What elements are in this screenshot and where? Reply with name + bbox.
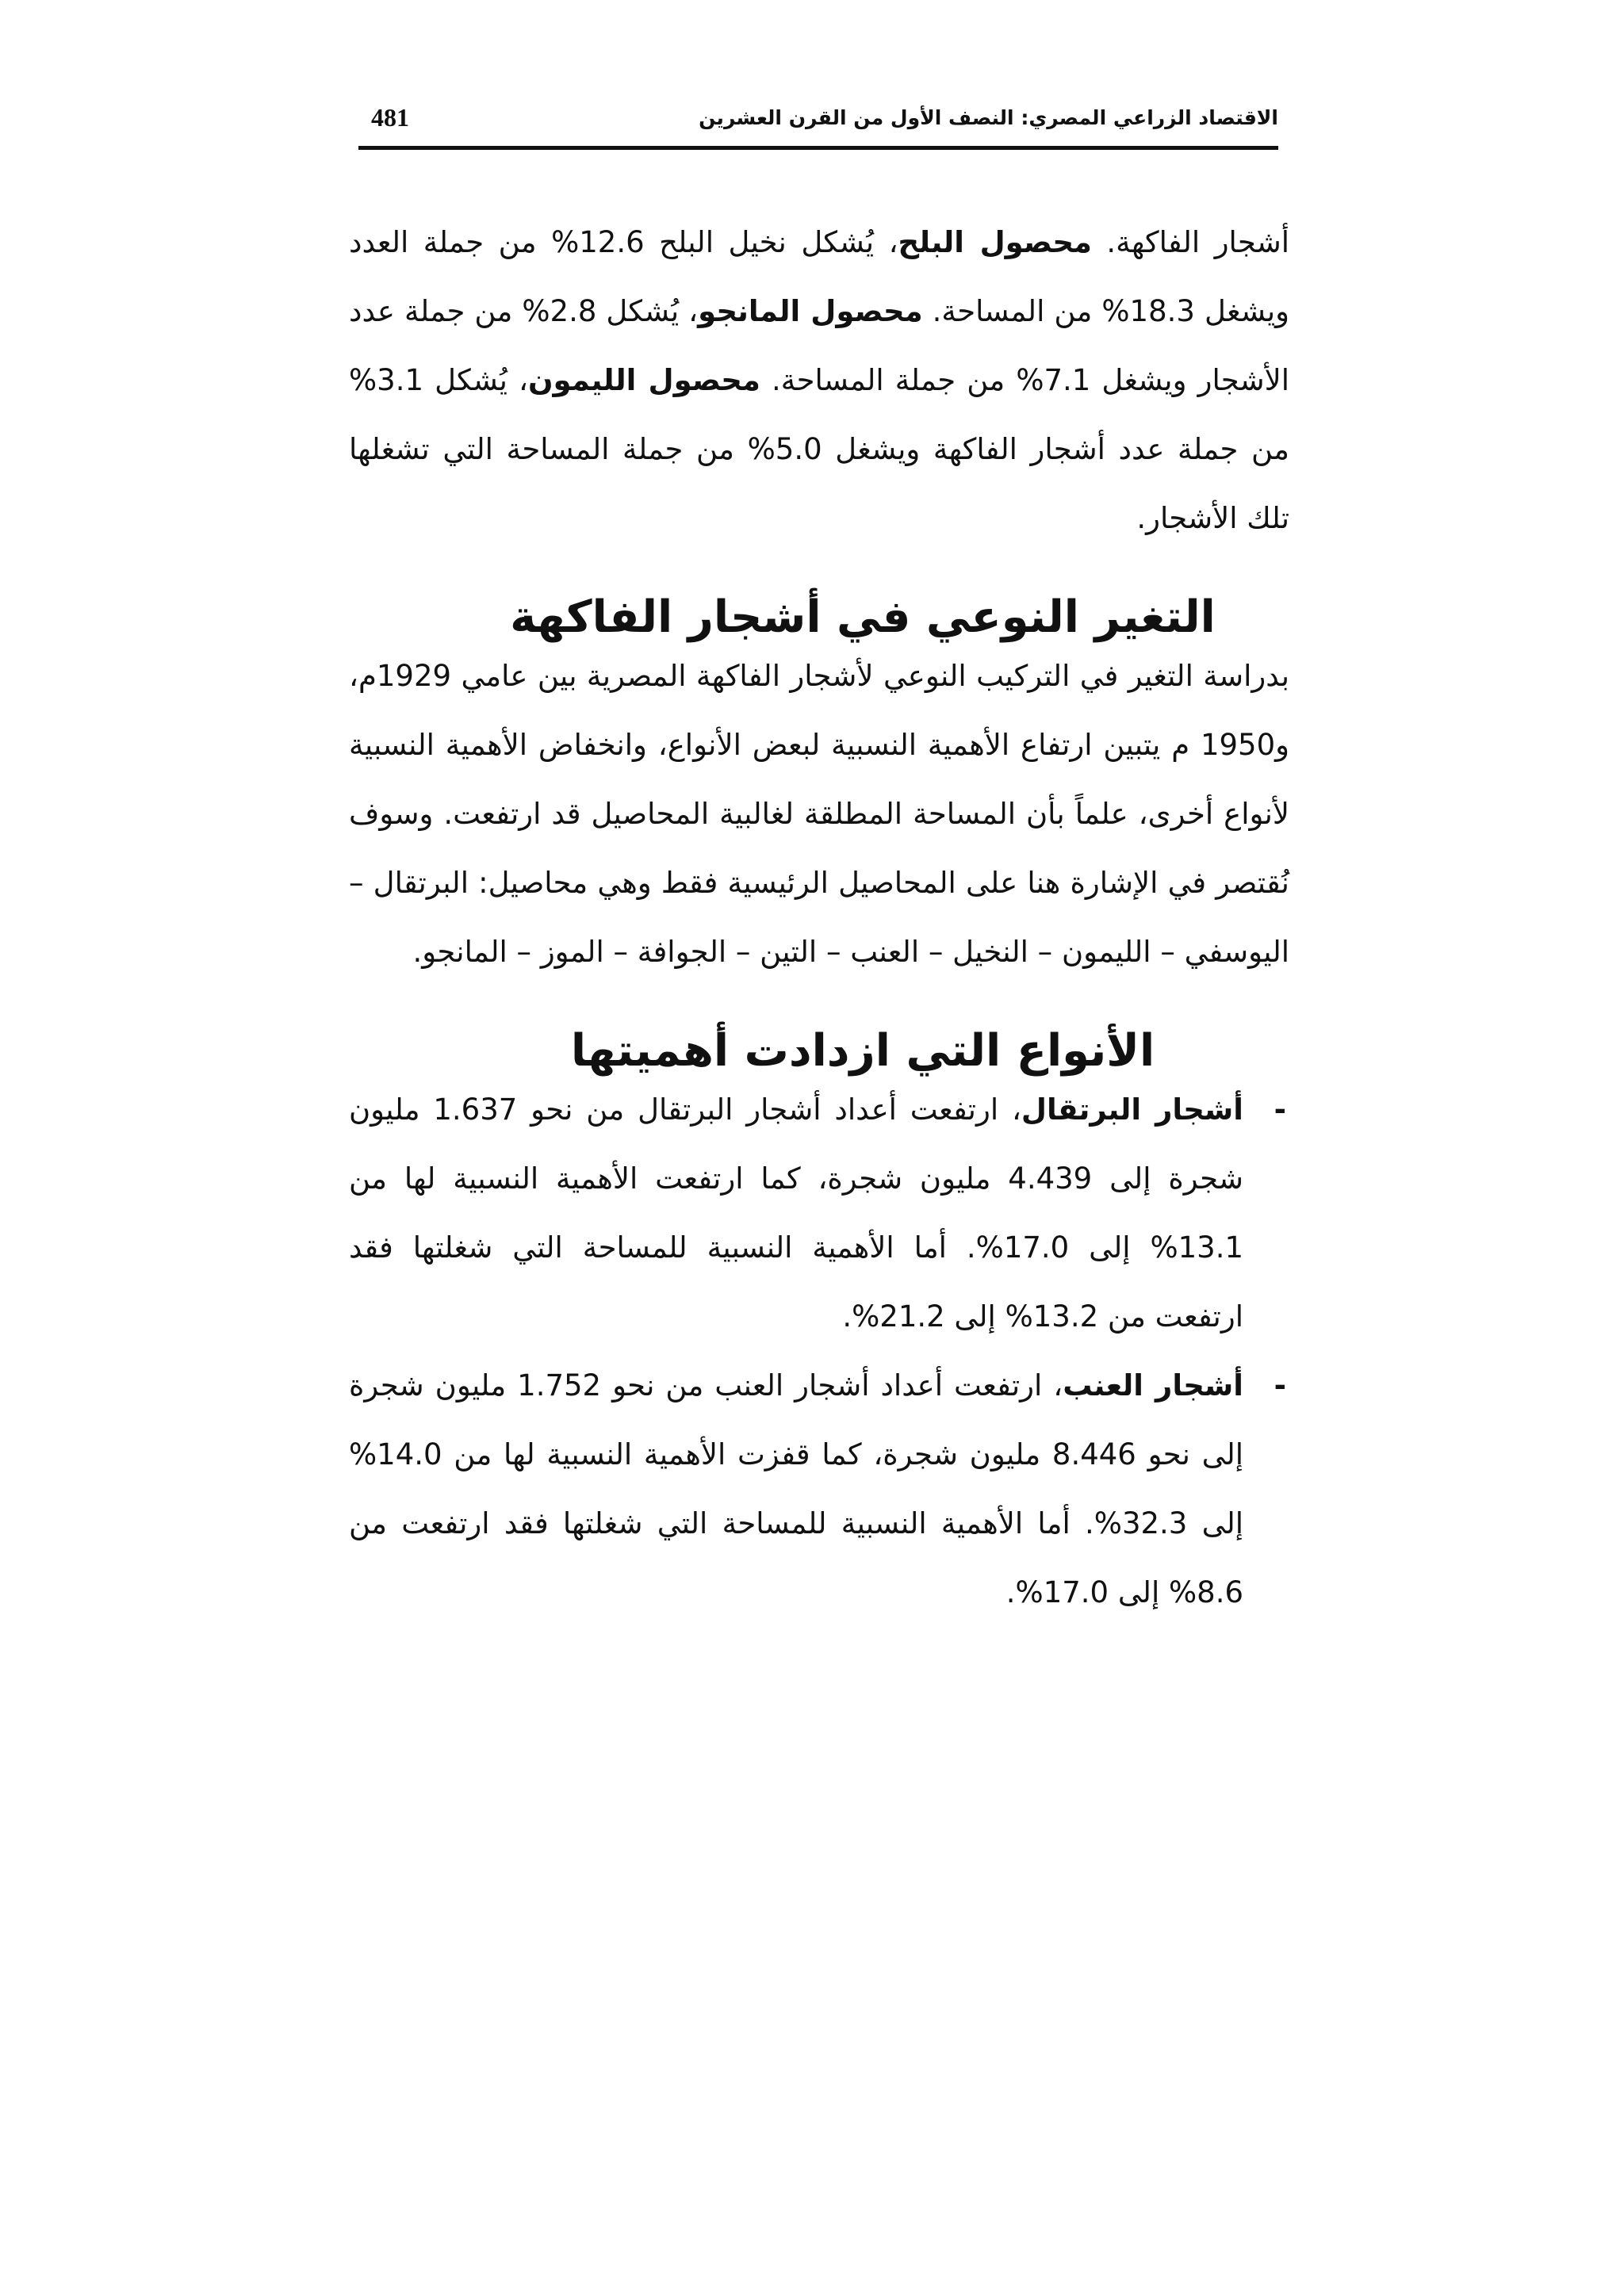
list-item-title: أشجار العنب	[1063, 1368, 1243, 1402]
intro-bold-dates: محصول البلح	[898, 225, 1092, 259]
list-dash: -	[1274, 1093, 1286, 1127]
increased-types-list	[349, 1075, 1289, 1627]
intro-text-1: أشجار الفاكهة.	[1091, 225, 1289, 259]
list-item	[349, 1075, 1289, 1351]
section-heading-change: التغير النوعي في أشجار الفاكهة	[510, 591, 1216, 643]
list-item-text: ، ارتفعت أعداد أشجار العنب من نحو 1.752 مليون شجرة إلى نحو 8.446 مليون شجرة، كما قفزت الأهمية النسبية لها من 14.0% إلى 32.3%. أما الأهمية النسبية للمساحة التي شغلتها فقد ارتفعت من 8.6% إلى 17.0%.	[349, 1368, 1244, 1609]
list-item	[349, 1351, 1289, 1627]
intro-text-3: ، يُشكل 2.8% من جملة عدد الأشجار ويشغل 7.1% من جملة المساحة.	[349, 294, 1289, 397]
intro-text-4: ، يُشكل 3.1% من جملة عدد أشجار الفاكهة ويشغل 5.0% من جملة المساحة التي تشغلها تلك الأشجار.	[349, 363, 1289, 535]
list-item-text: ، ارتفعت أعداد أشجار البرتقال من نحو 1.637 مليون شجرة إلى 4.439 مليون شجرة، كما ارتفعت الأهمية النسبية لها من 13.1% إلى 17.0%. أما الأهمية النسبية للمساحة التي شغلتها فقد ارتفعت من 13.2% إلى 21.2%.	[349, 1093, 1244, 1334]
page-header	[358, 101, 1278, 146]
header-rule	[358, 146, 1278, 150]
section-change-paragraph: بدراسة التغير في التركيب النوعي لأشجار الفاكهة المصرية بين عامي 1929م، و1950 م يتبين ارتفاع الأهمية النسبية لبعض الأنواع، وانخفاض الأهمية النسبية لأنواع أخرى، علماً بأن المساحة المطلقة لغالبية المحاصيل قد ارتفعت. وسوف نُقتصر في الإشارة هنا على المحاصيل الرئيسية فقط وهي محاصيل: البرتقال – اليوسفي – الليمون – النخيل – العنب – التين – الجوافة – الموز – المانجو.	[349, 659, 1289, 969]
intro-bold-lemon: محصول الليمون	[527, 363, 760, 397]
intro-paragraph	[349, 208, 1289, 553]
list-dash: -	[1274, 1368, 1286, 1402]
intro-bold-mango: محصول المانجو	[698, 294, 923, 328]
list-item-title: أشجار البرتقال	[1021, 1093, 1243, 1127]
running-title: الاقتصاد الزراعي المصري: النصف الأول من القرن العشرين	[699, 106, 1278, 129]
page-number: 481	[371, 103, 409, 132]
intro-text-2: ، يُشكل نخيل البلح 12.6% من جملة العدد ويشغل 18.3% من المساحة.	[349, 225, 1290, 328]
section-heading-increased: الأنواع التي ازدادت أهميتها	[570, 1025, 1155, 1077]
page-body	[349, 208, 1289, 1627]
